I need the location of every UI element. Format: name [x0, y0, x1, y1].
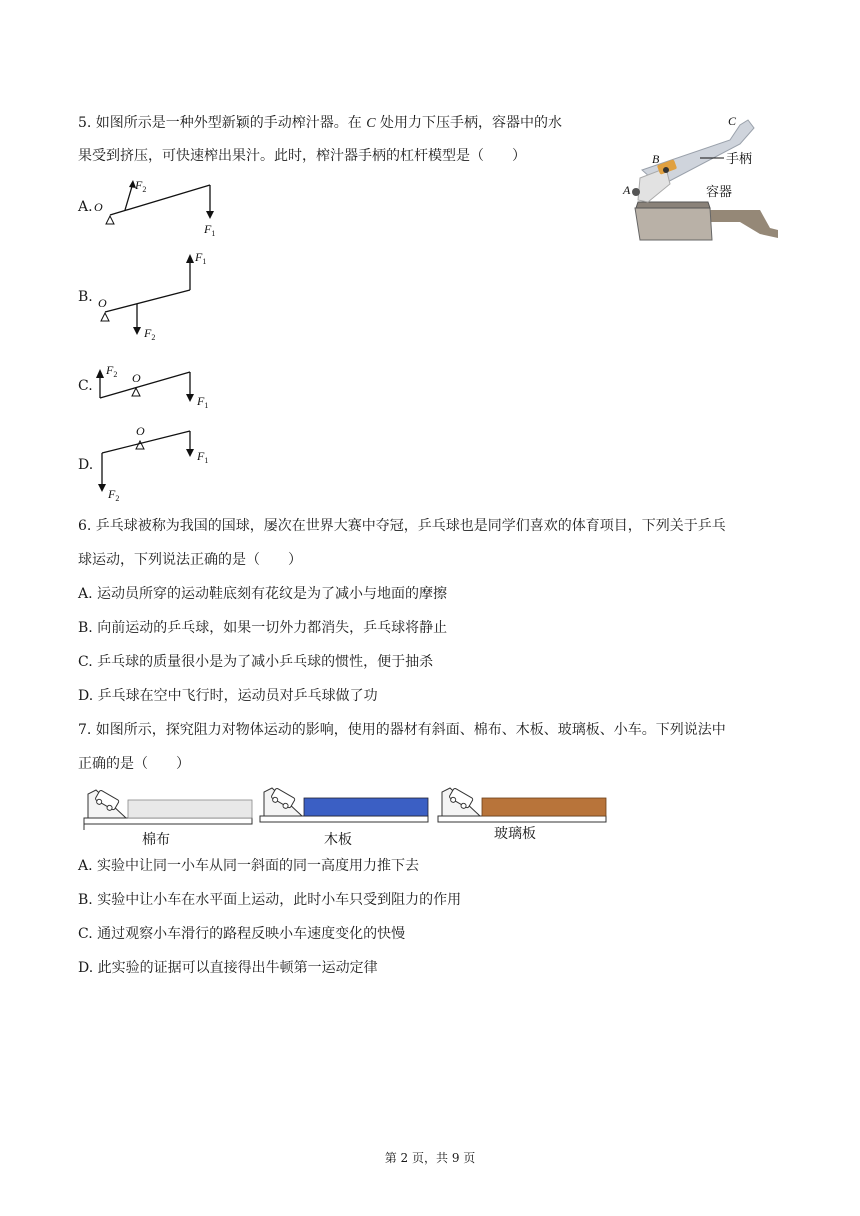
- photo-label-c: C: [728, 114, 737, 128]
- q7-option-d[interactable]: D. 此实验的证据可以直接得出牛顿第一运动定律: [78, 960, 378, 976]
- q5-option-d-letter[interactable]: D.: [78, 457, 94, 473]
- svg-text:F2: $F_2$: [108, 487, 120, 503]
- ramp-setup-cotton: [84, 790, 252, 830]
- photo-label-container: 容器: [706, 185, 733, 200]
- photo-label-handle: 手柄: [726, 152, 753, 167]
- q5-option-b-letter[interactable]: B.: [78, 289, 93, 305]
- svg-text:F2: $F_2$: [135, 178, 147, 194]
- q6-stem-line2: 球运动，下列说法正确的是（ ）: [78, 552, 302, 568]
- ramp-setup-glass: [438, 788, 606, 822]
- q7-option-a[interactable]: A. 实验中让同一小车从同一斜面的同一高度用力推下去: [78, 858, 420, 874]
- q5-option-a-diagram[interactable]: [94, 175, 235, 238]
- ramp-setup-wood: [260, 788, 428, 822]
- q7-stem-line1: 7. 如图所示，探究阻力对物体运动的影响，使用的器材有斜面、棉布、木板、玻璃板、小车。下列说法中: [78, 722, 726, 738]
- surface-cotton-fill: [128, 800, 252, 818]
- q5-option-c-diagram[interactable]: [95, 358, 235, 418]
- svg-text:F1: $F_1$: [204, 222, 216, 238]
- q6-option-b[interactable]: B. 向前运动的乒乓球，如果一切外力都消失，乒乓球将静止: [78, 620, 448, 636]
- svg-text:F2: $F_2$: [106, 363, 118, 379]
- juicer-photo: [620, 110, 780, 240]
- q5-a-pivot-label: O: [94, 200, 103, 214]
- label-wood: 木板: [324, 832, 352, 848]
- svg-text:F1: $F_1$: [197, 449, 209, 465]
- page-footer: 第 2 页，共 9 页: [384, 1151, 476, 1165]
- q5-d-pivot-label: O: [136, 424, 145, 438]
- svg-text:F1: $F_1$: [197, 394, 209, 410]
- q6-option-d[interactable]: D. 乒乓球在空中飞行时，运动员对乒乓球做了功: [78, 688, 378, 704]
- q5-option-c-letter[interactable]: C.: [78, 378, 93, 394]
- q6-option-a[interactable]: A. 运动员所穿的运动鞋底刻有花纹是为了减小与地面的摩擦: [78, 586, 448, 602]
- q7-option-b[interactable]: B. 实验中让小车在水平面上运动，此时小车只受到阻力的作用: [78, 892, 462, 908]
- label-cotton: 棉布: [142, 832, 170, 848]
- q7-option-c[interactable]: C. 通过观察小车滑行的路程反映小车速度变化的快慢: [78, 926, 406, 942]
- q5-stem-line1: 5. 如图所示是一种外型新颖的手动榨汁器。在 C 处用力下压手柄，容器中的水: [78, 115, 563, 131]
- svg-text:F2: $F_2$: [144, 326, 156, 342]
- q5-b-pivot-label: O: [98, 296, 107, 310]
- photo-label-b: B: [652, 152, 660, 166]
- q7-stem-line2: 正确的是（ ）: [78, 756, 190, 772]
- q5-stem-line2: 果受到挤压，可快速榨出果汁。此时，榨汁器手柄的杠杆模型是（ ）: [78, 148, 526, 164]
- surface-glass-fill: [482, 798, 606, 816]
- label-glass: 玻璃板: [494, 826, 536, 842]
- photo-label-a: A: [623, 183, 631, 197]
- svg-text:F1: $F_1$: [195, 250, 207, 266]
- q5-c-pivot-label: O: [132, 371, 141, 385]
- q5-option-d-diagram[interactable]: [95, 423, 235, 503]
- q6-option-c[interactable]: C. 乒乓球的质量很小是为了减小乒乓球的惯性，便于抽杀: [78, 654, 434, 670]
- surface-wood-fill: [304, 798, 428, 816]
- q5-option-a-letter[interactable]: A.: [78, 199, 93, 215]
- q5-option-b-diagram[interactable]: [95, 247, 235, 342]
- ramp-experiment-figure: [84, 780, 624, 850]
- q6-stem-line1: 6. 乒乓球被称为我国的国球，屡次在世界大赛中夺冠，乒乓球也是同学们喜欢的体育项目，下列关于乒乓: [78, 518, 726, 534]
